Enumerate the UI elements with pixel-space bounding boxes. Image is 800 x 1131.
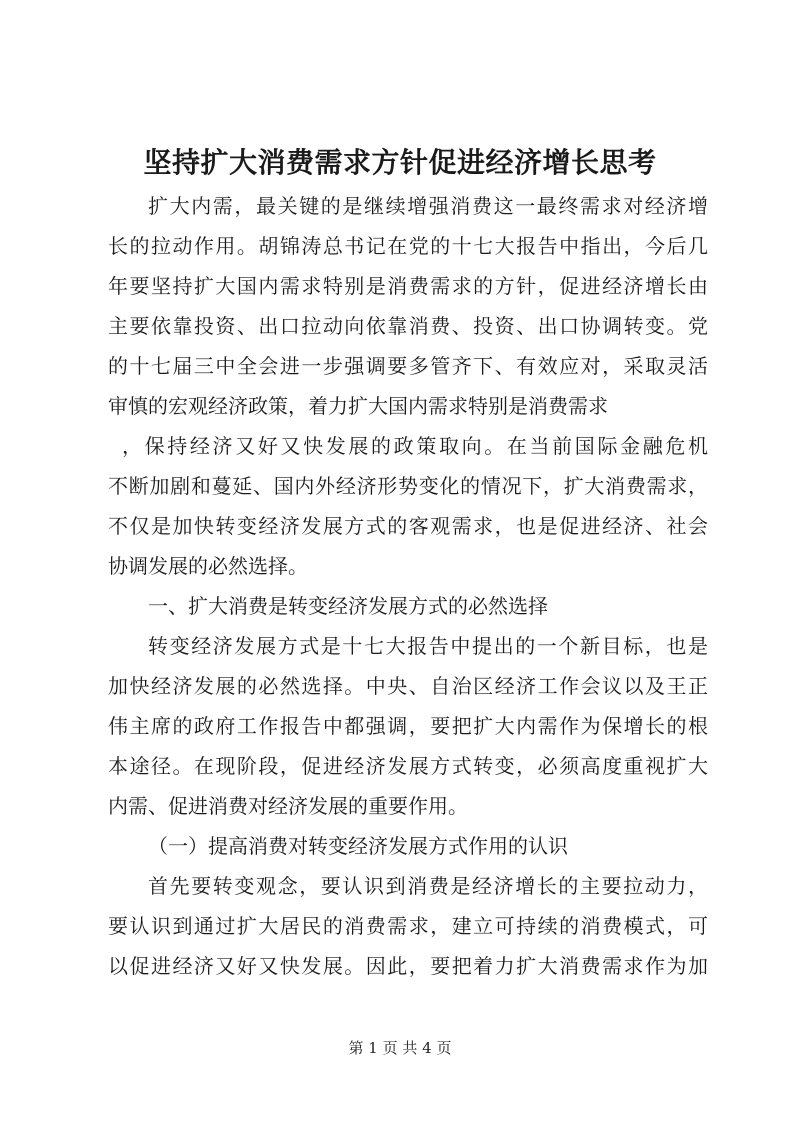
paragraph-line: 不仅是加快转变经济发展方式的客观需求，也是促进经济、社会 — [108, 514, 708, 538]
document-title: 坚持扩大消费需求方针促进经济增长思考 — [143, 146, 657, 179]
paragraph-line: 以促进经济又好又快发展。因此，要把着力扩大消费需求作为加 — [108, 954, 708, 978]
page-number-footer: 第 1 页 共 4 页 — [348, 1039, 452, 1057]
paragraph-line: 协调发展的必然选择。 — [108, 554, 308, 578]
paragraph-line: 首先要转变观念，要认识到消费是经济增长的主要拉动力， — [148, 874, 708, 898]
paragraph-line: 长的拉动作用。胡锦涛总书记在党的十七大报告中指出，今后几 — [108, 234, 708, 258]
paragraph-line: 内需、促进消费对经济发展的重要作用。 — [108, 794, 468, 818]
section-heading: 一、扩大消费是转变经济发展方式的必然选择 — [148, 594, 548, 618]
paragraph-line: 的十七届三中全会进一步强调要多管齐下、有效应对，采取灵活 — [108, 354, 708, 378]
paragraph-line: 转变经济发展方式是十七大报告中提出的一个新目标，也是 — [148, 634, 708, 658]
paragraph-line: 本途径。在现阶段，促进经济发展方式转变，必须高度重视扩大 — [108, 754, 708, 778]
paragraph-line: 加快经济发展的必然选择。中央、自治区经济工作会议以及王正 — [108, 674, 708, 698]
subsection-heading: （一）提高消费对转变经济发展方式作用的认识 — [148, 834, 568, 858]
paragraph-line: 伟主席的政府工作报告中都强调，要把扩大内需作为保增长的根 — [108, 714, 708, 738]
paragraph-line: 扩大内需，最关键的是继续增强消费这一最终需求对经济增 — [148, 194, 708, 218]
paragraph-line: 要认识到通过扩大居民的消费需求，建立可持续的消费模式，可 — [108, 914, 708, 938]
paragraph-line: 主要依靠投资、出口拉动向依靠消费、投资、出口协调转变。党 — [108, 314, 708, 338]
paragraph-line: 年要坚持扩大国内需求特别是消费需求的方针，促进经济增长由 — [108, 274, 708, 298]
paragraph-line: ，保持经济又好又快发展的政策取向。在当前国际金融危机 — [122, 434, 708, 458]
paragraph-line: 审慎的宏观经济政策，着力扩大国内需求特别是消费需求 — [108, 394, 608, 418]
paragraph-line: 不断加剧和蔓延、国内外经济形势变化的情况下，扩大消费需求， — [108, 474, 708, 498]
